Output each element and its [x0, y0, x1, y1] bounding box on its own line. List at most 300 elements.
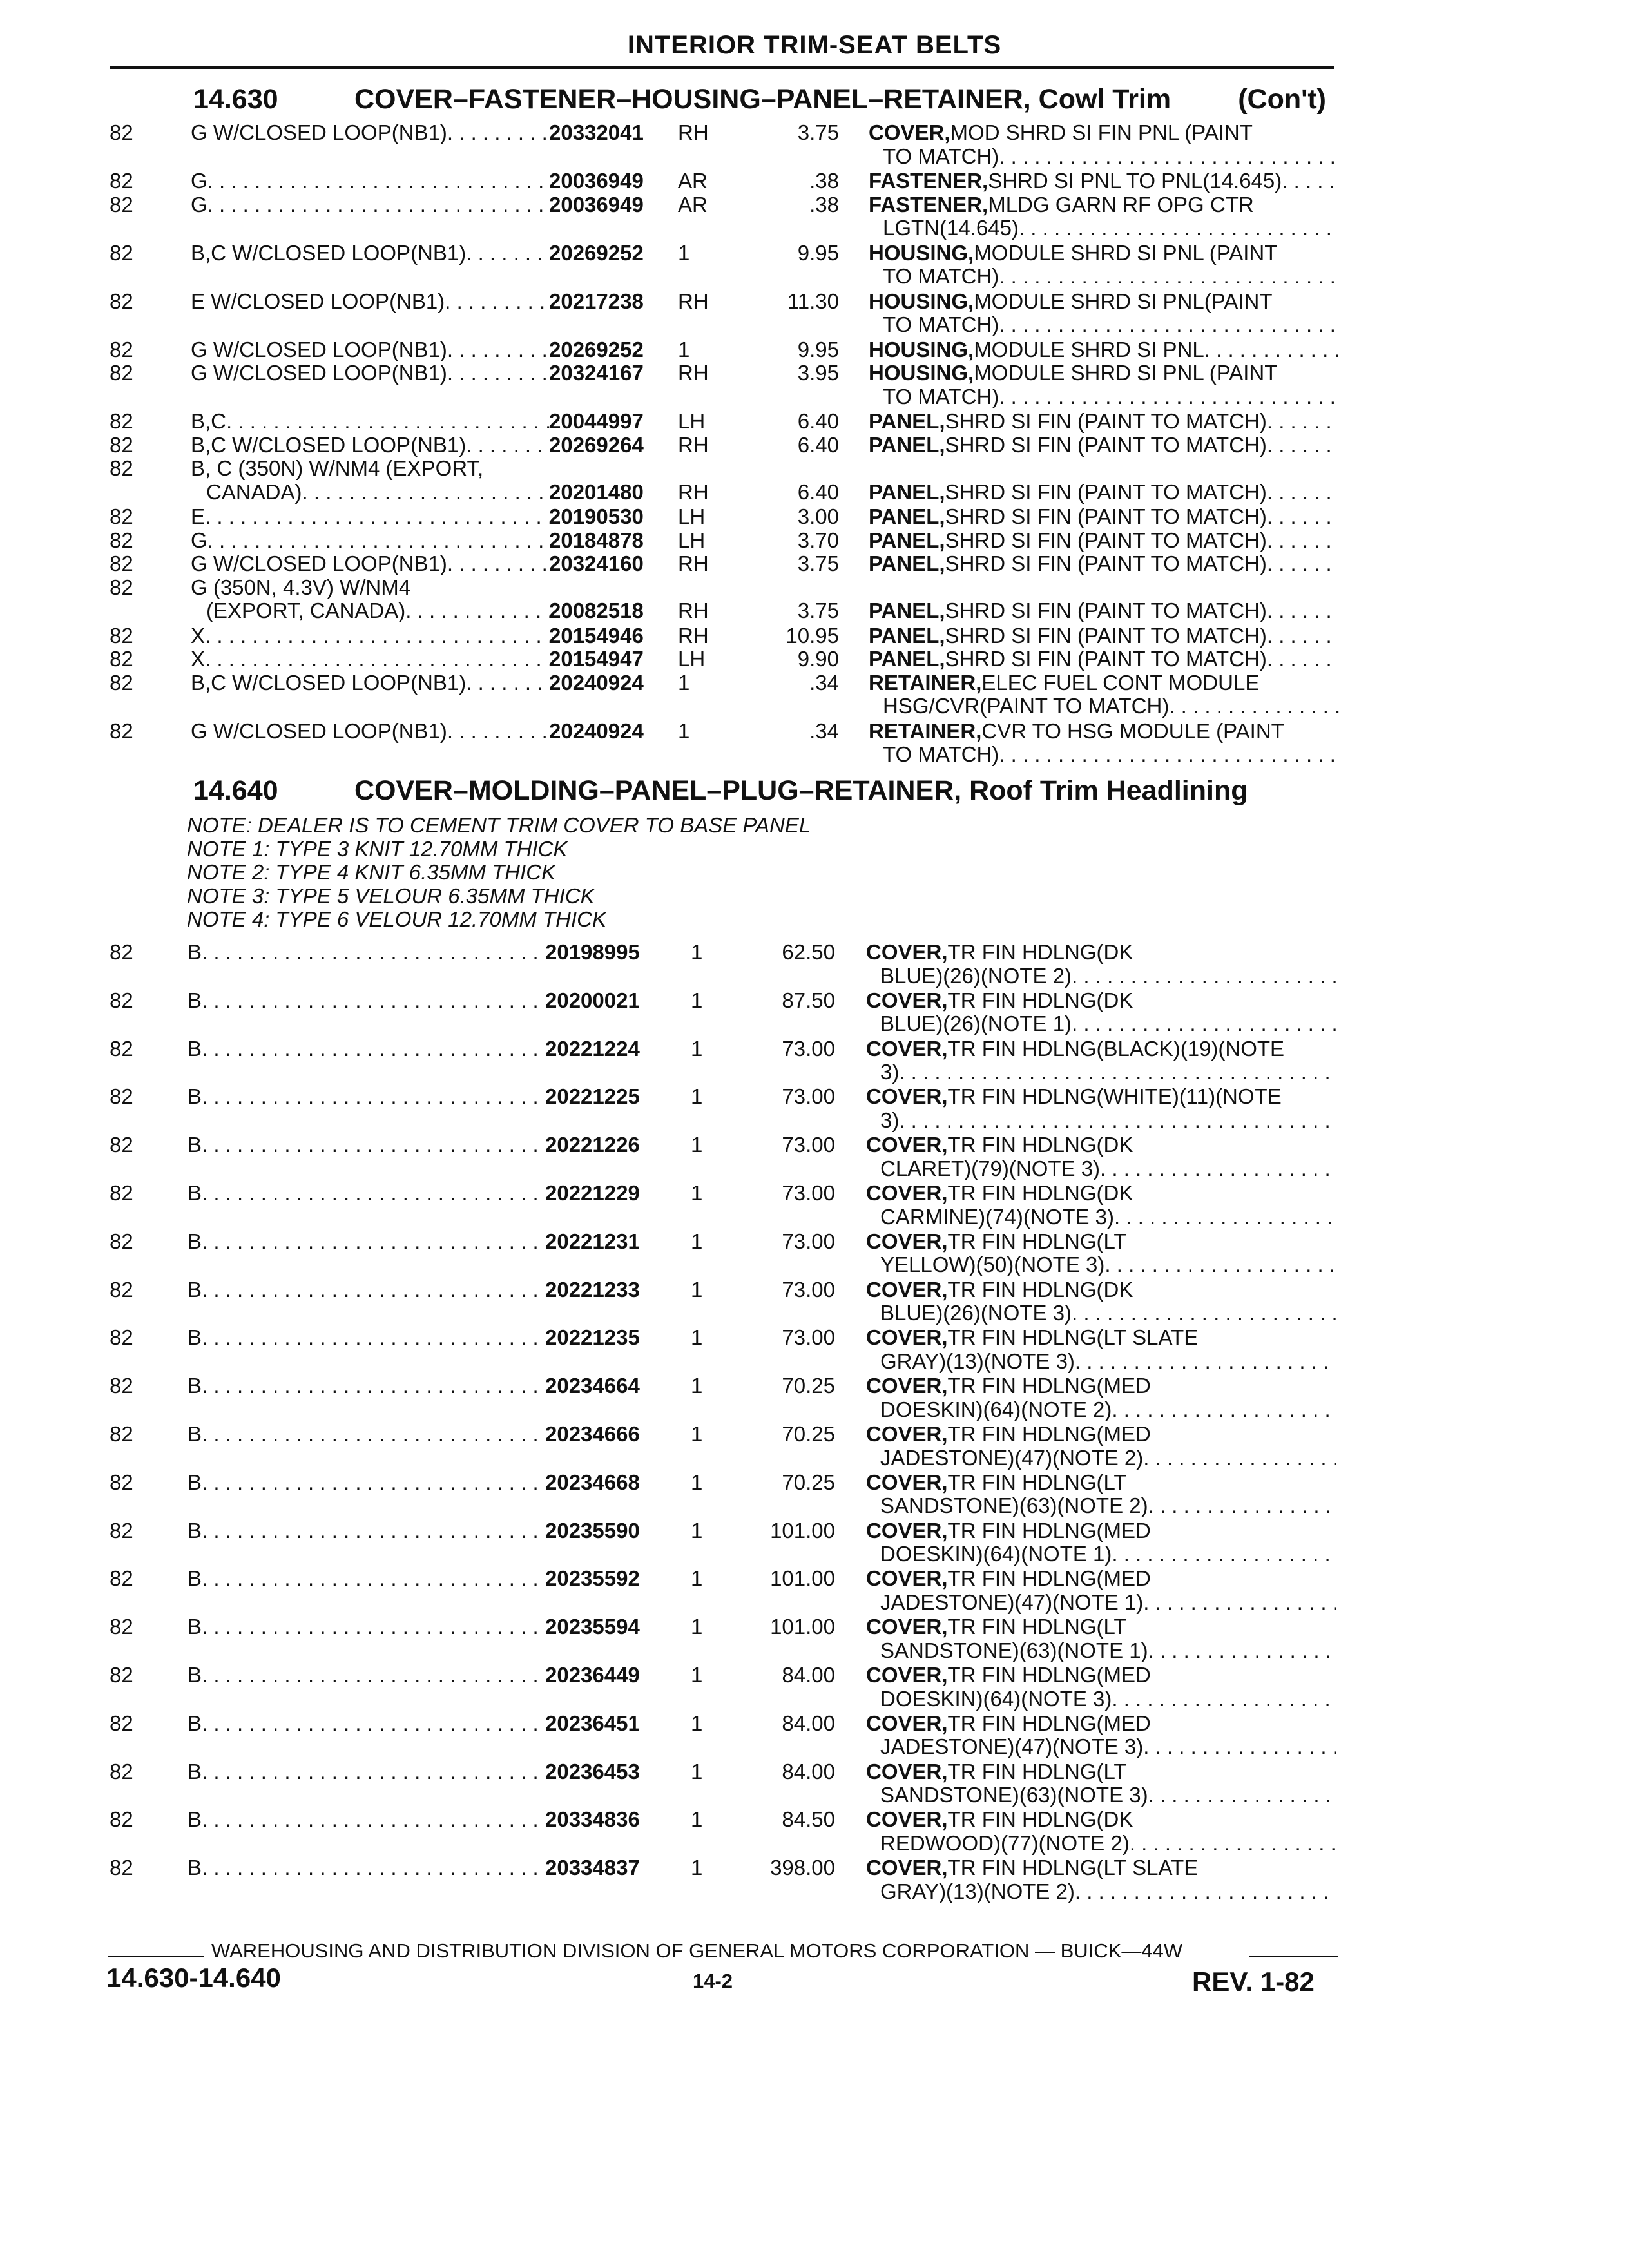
price: 70.25 [782, 1374, 835, 1398]
part-number: 20269252 [549, 337, 644, 361]
application [191, 576, 552, 623]
dot-leader [899, 1061, 1336, 1084]
application-text: B,C [191, 410, 227, 433]
application-text: B [188, 1615, 202, 1639]
description-noun: HOUSING, [869, 289, 974, 313]
model-year: 82 [110, 1663, 133, 1687]
dot-leader [999, 743, 1339, 767]
part-number: 20221235 [545, 1325, 640, 1350]
model-year: 82 [110, 1615, 133, 1639]
application-text: G (350N, 4.3V) W/NM4 [191, 575, 411, 599]
note-line: NOTE 1: TYPE 3 KNIT 12.70MM THICK [187, 836, 568, 861]
description-line [866, 1519, 1336, 1543]
description-noun: PANEL, [869, 599, 945, 622]
description [866, 1037, 1336, 1084]
application-line [188, 1712, 548, 1736]
description-text: BLUE)(26)(NOTE 3) [880, 1302, 1072, 1325]
dot-leader [466, 671, 552, 695]
description-line [866, 1302, 1336, 1325]
quantity: RH [678, 479, 709, 504]
description [866, 1760, 1336, 1807]
description-line [869, 169, 1339, 193]
dot-leader [302, 481, 552, 505]
quantity: 1 [691, 1856, 703, 1880]
application-text: B [188, 1423, 202, 1446]
application-line [188, 1471, 548, 1495]
application-text: G W/CLOSED LOOP(NB1) [191, 361, 447, 385]
description-line [866, 1639, 1336, 1663]
application-text: B [188, 1229, 202, 1253]
application-text: CANADA) [206, 480, 302, 504]
quantity: 1 [691, 1663, 703, 1687]
description-text: TO MATCH) [883, 385, 999, 408]
application [188, 989, 548, 1013]
footer-rule-right [1249, 1956, 1338, 1957]
description-line [866, 989, 1336, 1013]
description-line [869, 529, 1339, 553]
dot-leader [447, 121, 552, 145]
dot-leader [1112, 1687, 1336, 1711]
dot-leader [1104, 1253, 1336, 1277]
description-line [866, 1230, 1336, 1254]
dot-leader [202, 1133, 548, 1157]
application-line [191, 338, 552, 362]
quantity: 1 [678, 337, 690, 361]
model-year: 82 [110, 1759, 133, 1783]
quantity: 1 [691, 1181, 703, 1205]
application-text: B [188, 1182, 202, 1205]
application-line [188, 1567, 548, 1591]
description [866, 1182, 1336, 1229]
part-number: 20234668 [545, 1470, 640, 1494]
application [191, 169, 552, 193]
description [869, 434, 1339, 457]
description-text: TR FIN HDLNG(LT [947, 1615, 1127, 1639]
description [869, 242, 1339, 289]
description-text: TR FIN HDLNG(WHITE)(11)(NOTE [947, 1085, 1282, 1109]
part-number: 20221224 [545, 1036, 640, 1061]
header-rule [110, 66, 1334, 69]
description-noun: FASTENER, [869, 193, 988, 216]
dot-leader [1267, 552, 1339, 576]
description-noun: COVER, [866, 1760, 948, 1783]
description-line [866, 1278, 1336, 1302]
description-text: TR FIN HDLNG(DK [947, 1278, 1133, 1302]
application-text: (EXPORT, CANADA) [206, 599, 406, 622]
part-number: 20236451 [545, 1711, 640, 1735]
description-text: TR FIN HDLNG(MED [947, 1664, 1151, 1687]
description [866, 989, 1336, 1036]
dot-leader [999, 313, 1339, 337]
application-line [191, 169, 552, 193]
dot-leader [1143, 1735, 1336, 1759]
price: 6.40 [797, 409, 839, 433]
description-text: TO MATCH) [883, 313, 999, 336]
application-line [188, 1085, 548, 1109]
dot-leader [202, 1856, 548, 1880]
description-noun: PANEL, [869, 528, 945, 552]
description-text: TR FIN HDLNG(BLACK)(19)(NOTE [947, 1037, 1285, 1061]
description-text: SHRD SI FIN (PAINT TO MATCH) [945, 433, 1267, 457]
description-text: LGTN(14.645) [883, 216, 1019, 240]
application-line [188, 1278, 548, 1302]
model-year: 82 [110, 192, 133, 216]
application-text: B [188, 988, 202, 1012]
description-line [866, 1374, 1336, 1398]
part-number: 20036949 [549, 169, 644, 193]
description-line [869, 505, 1339, 529]
dot-leader [1130, 1832, 1336, 1856]
description-text: ELEC FUEL CONT MODULE [981, 671, 1260, 695]
dot-leader [1169, 695, 1339, 718]
application-line [188, 1133, 548, 1157]
dot-leader [207, 529, 552, 553]
application-text: B [188, 1808, 202, 1832]
application-text: B,C W/CLOSED LOOP(NB1) [191, 433, 467, 457]
application [188, 1712, 548, 1736]
application [188, 1664, 548, 1687]
description-noun: HOUSING, [869, 338, 974, 361]
description [866, 1567, 1336, 1614]
application-line [191, 290, 552, 314]
price: 6.40 [797, 479, 839, 504]
description-noun: COVER, [866, 1711, 948, 1735]
dot-leader [1148, 1639, 1336, 1663]
model-year: 82 [110, 1277, 133, 1302]
application [191, 361, 552, 385]
application-text: B [188, 1085, 202, 1109]
description-line [869, 338, 1339, 362]
part-number: 20036949 [549, 192, 644, 216]
description-text: SHRD SI FIN (PAINT TO MATCH) [945, 480, 1267, 504]
section-name: COVER–FASTENER–HOUSING–PANEL–RETAINER, Cowl Trim [354, 84, 1171, 115]
model-year: 82 [110, 1518, 133, 1542]
description-text: TR FIN HDLNG(MED [947, 1374, 1151, 1398]
description [869, 481, 1339, 505]
model-year: 82 [110, 432, 133, 457]
note-line: NOTE: DEALER IS TO CEMENT TRIM COVER TO BASE PANEL [187, 813, 811, 837]
description-line [866, 1760, 1336, 1784]
footer-revision: REV. 1-82 [1192, 1966, 1315, 1997]
dot-leader [1072, 1012, 1336, 1036]
dot-leader [1075, 1350, 1336, 1374]
description-line [866, 1157, 1336, 1181]
application [188, 1856, 548, 1880]
quantity: 1 [691, 1807, 703, 1832]
application [191, 648, 552, 671]
application-text: B [188, 1133, 202, 1157]
part-number: 20184878 [549, 528, 644, 552]
application [188, 1182, 548, 1206]
part-number: 20324160 [549, 552, 644, 575]
description [869, 671, 1339, 718]
application-line [191, 505, 552, 529]
description-line [866, 1542, 1336, 1566]
part-number: 20201480 [549, 479, 644, 504]
part-number: 20221233 [545, 1277, 640, 1302]
dot-leader [1267, 505, 1339, 529]
description-text: MOD SHRD SI FIN PNL (PAINT [950, 121, 1253, 144]
price: 3.75 [797, 120, 839, 144]
description-noun: COVER, [866, 1423, 948, 1446]
description-line [869, 410, 1339, 434]
description-text: TR FIN HDLNG(LT [947, 1470, 1127, 1494]
description-line [866, 1350, 1336, 1374]
price: 101.00 [770, 1615, 835, 1639]
price: 73.00 [782, 1277, 835, 1302]
description-line [869, 290, 1339, 314]
model-year: 82 [110, 1807, 133, 1832]
description-text: SHRD SI FIN (PAINT TO MATCH) [945, 410, 1267, 433]
price: 101.00 [770, 1518, 835, 1542]
quantity: LH [678, 528, 706, 552]
description-noun: COVER, [869, 121, 950, 144]
dot-leader [205, 648, 552, 671]
part-number: 20234666 [545, 1422, 640, 1446]
price: 3.00 [797, 505, 839, 528]
description-line [869, 552, 1339, 576]
price: 70.25 [782, 1422, 835, 1446]
dot-leader [202, 1423, 548, 1446]
model-year: 82 [110, 623, 133, 648]
price: 73.00 [782, 1084, 835, 1109]
quantity: 1 [691, 1615, 703, 1639]
description [869, 505, 1339, 529]
application-text: G W/CLOSED LOOP(NB1) [191, 121, 447, 144]
part-number: 20221226 [545, 1133, 640, 1157]
dot-leader [202, 1760, 548, 1784]
application [191, 529, 552, 553]
application-line [191, 242, 552, 265]
model-year: 82 [110, 1084, 133, 1109]
part-number: 20240924 [549, 670, 644, 695]
description-text: TR FIN HDLNG(DK [947, 988, 1133, 1012]
dot-leader [202, 1326, 548, 1350]
description-line [869, 599, 1339, 623]
description [869, 529, 1339, 553]
dot-leader [202, 1278, 548, 1302]
description-line [866, 1012, 1336, 1036]
description [866, 1326, 1336, 1373]
part-number: 20236449 [545, 1663, 640, 1687]
application-text: E W/CLOSED LOOP(NB1) [191, 289, 445, 313]
description-line [866, 1253, 1336, 1277]
quantity: 1 [691, 1566, 703, 1591]
model-year: 82 [110, 505, 133, 528]
part-number: 20221225 [545, 1084, 640, 1109]
description-text: SHRD SI FIN (PAINT TO MATCH) [945, 528, 1267, 552]
model-year: 82 [110, 456, 133, 480]
application-line [191, 576, 552, 600]
description-text: TR FIN HDLNG(DK [947, 1133, 1133, 1157]
description-line [866, 1037, 1336, 1061]
quantity: 1 [691, 1759, 703, 1783]
description-text: SHRD SI FIN (PAINT TO MATCH) [945, 552, 1267, 575]
description [869, 338, 1339, 362]
quantity: 1 [691, 1084, 703, 1109]
dot-leader [202, 1615, 548, 1639]
description-line [866, 1567, 1336, 1591]
dot-leader [202, 1664, 548, 1687]
dot-leader [202, 1374, 548, 1398]
application-line [191, 121, 552, 145]
description-text: BLUE)(26)(NOTE 1) [880, 1012, 1072, 1036]
application-line [188, 1856, 548, 1880]
price: 10.95 [786, 623, 839, 648]
price: 70.25 [782, 1470, 835, 1494]
price: .38 [809, 169, 839, 193]
quantity: AR [678, 192, 708, 216]
description-line [869, 671, 1339, 695]
description-text: CARMINE)(74)(NOTE 3) [880, 1205, 1115, 1229]
part-number: 20082518 [549, 599, 644, 622]
description [866, 1133, 1336, 1180]
dot-leader [207, 193, 552, 217]
price: 101.00 [770, 1566, 835, 1591]
description-line [869, 481, 1339, 505]
application-text: B [188, 1856, 202, 1880]
description-text: MLDG GARN RF OPG CTR [988, 193, 1254, 216]
application-line [188, 1519, 548, 1543]
description-text: SANDSTONE)(63)(NOTE 2) [880, 1494, 1148, 1518]
description-noun: COVER, [866, 1037, 948, 1061]
application-line [191, 624, 552, 648]
description-noun: PANEL, [869, 505, 945, 528]
model-year: 82 [110, 1856, 133, 1880]
footer-section-range: 14.630-14.640 [106, 1963, 281, 1993]
application [188, 1230, 548, 1254]
dot-leader [202, 1519, 548, 1543]
application-line [188, 1760, 548, 1784]
application [191, 242, 552, 265]
description-noun: PANEL, [869, 433, 945, 457]
section-title-14630 [193, 84, 1334, 115]
description [866, 1278, 1336, 1325]
quantity: 1 [691, 1325, 703, 1350]
application-text: B,C W/CLOSED LOOP(NB1) [191, 671, 467, 695]
description [869, 121, 1339, 168]
description-text: TO MATCH) [883, 743, 999, 766]
application-line [191, 481, 552, 505]
description-line [866, 1712, 1336, 1736]
dot-leader [202, 1230, 548, 1254]
part-number: 20221231 [545, 1229, 640, 1253]
application [191, 338, 552, 362]
dot-leader [202, 1037, 548, 1061]
dot-leader [1267, 529, 1339, 553]
description-line [866, 1735, 1336, 1759]
dot-leader [1075, 1880, 1336, 1904]
model-year: 82 [110, 528, 133, 552]
dot-leader [202, 1808, 548, 1832]
quantity: 1 [678, 718, 690, 743]
quantity: 1 [691, 1518, 703, 1542]
application [188, 1278, 548, 1302]
description-text: YELLOW)(50)(NOTE 3) [880, 1253, 1105, 1277]
description-text: MODULE SHRD SI PNL (PAINT [974, 361, 1278, 385]
description-line [866, 1783, 1336, 1807]
footer-rule-left [108, 1956, 204, 1957]
dot-leader [1072, 1302, 1336, 1325]
application-text: B [188, 1470, 202, 1494]
application-line [191, 361, 552, 385]
description-text: 3) [880, 1061, 900, 1084]
part-number: 20235592 [545, 1566, 640, 1591]
dot-leader [1267, 624, 1339, 648]
application-line [188, 1374, 548, 1398]
description-line [866, 1664, 1336, 1687]
application-text: B [188, 1519, 202, 1542]
dot-leader [1143, 1446, 1336, 1470]
description-line [869, 216, 1339, 240]
description-line [866, 1615, 1336, 1639]
price: 73.00 [782, 1325, 835, 1350]
description [866, 1471, 1336, 1518]
quantity: 1 [678, 240, 690, 265]
application-text: B [188, 1664, 202, 1687]
page-header: INTERIOR TRIM-SEAT BELTS [627, 31, 1002, 59]
application [188, 1808, 548, 1832]
quantity: RH [678, 623, 709, 648]
application [188, 941, 548, 965]
application-text: B, C (350N) W/NM4 (EXPORT, [191, 457, 484, 480]
application-line [191, 434, 552, 457]
description-text: MODULE SHRD SI PNL [974, 338, 1204, 361]
model-year: 82 [110, 1325, 133, 1350]
description-noun: COVER, [866, 1229, 948, 1253]
part-number: 20217238 [549, 289, 644, 313]
quantity: 1 [691, 1374, 703, 1398]
description [869, 361, 1339, 408]
application [188, 1471, 548, 1495]
part-number: 20044997 [549, 409, 644, 433]
description-text: TR FIN HDLNG(MED [947, 1423, 1151, 1446]
quantity: 1 [691, 940, 703, 964]
application-text: B [188, 1760, 202, 1783]
dot-leader [1112, 1542, 1336, 1566]
dot-leader [202, 989, 548, 1013]
description-text: 3) [880, 1108, 900, 1132]
description-line [866, 1494, 1336, 1518]
continued-label: (Con't) [1238, 84, 1326, 115]
quantity: RH [678, 361, 709, 385]
application-text: B [188, 1037, 202, 1061]
dot-leader [447, 720, 552, 744]
description-text: TR FIN HDLNG(MED [947, 1567, 1151, 1591]
dot-leader [405, 599, 552, 623]
price: 62.50 [782, 940, 835, 964]
dot-leader [207, 169, 552, 193]
application-line [191, 720, 552, 744]
description [866, 1615, 1336, 1662]
dot-leader [202, 1471, 548, 1495]
application [191, 121, 552, 145]
model-year: 82 [110, 337, 133, 361]
description-text: SHRD SI FIN (PAINT TO MATCH) [945, 648, 1267, 671]
part-number: 20324167 [549, 361, 644, 385]
description [866, 1085, 1336, 1132]
quantity: LH [678, 505, 706, 528]
description-line [869, 193, 1339, 217]
application-line [188, 1664, 548, 1687]
description-line [866, 1133, 1336, 1157]
price: 73.00 [782, 1181, 835, 1205]
description-line [866, 1423, 1336, 1446]
description-noun: PANEL, [869, 552, 945, 575]
quantity: RH [678, 599, 709, 622]
price: .34 [809, 718, 839, 743]
part-number: 20154946 [549, 623, 644, 648]
